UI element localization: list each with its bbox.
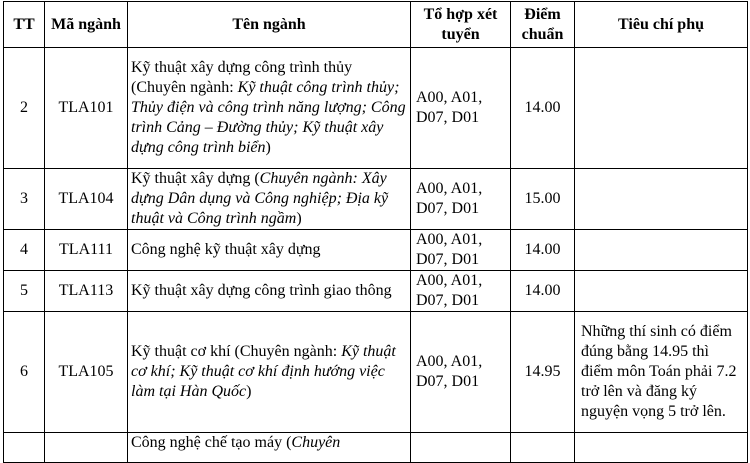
cell-tt: 5 [4,271,45,312]
cell-tieu-chi-phu [575,169,748,230]
cell-tieu-chi-phu [575,271,748,312]
cell-tieu-chi-phu [575,433,748,463]
cell-tieu-chi-phu [575,48,748,169]
ten-plain: Kỹ thuật xây dựng công trình giao thông [131,282,392,299]
header-diem-chuan: Điểm chuẩn [511,2,575,48]
cell-ten-nganh [128,271,411,312]
cell-to-hop: A00, A01, D07, D01 [411,169,511,230]
ten-tail: ) [246,383,252,400]
ten-plain: Kỹ thuật xây dựng ( [131,170,260,187]
cell-tieu-chi-phu [575,230,748,271]
cell-tt: 6 [4,312,45,433]
cell-tt [4,433,45,463]
header-ma-nganh: Mã ngành [45,2,128,48]
cell-diem-chuan: 14.00 [511,48,575,169]
header-to-hop: Tổ hợp xét tuyển [411,2,511,48]
table-row [4,271,748,312]
ten-plain: Kỹ thuật cơ khí (Chuyên ngành: [131,343,342,360]
table-row [4,433,748,463]
ten-italic: Kỹ thuật công trình thủy; Thủy điện và công trình năng lượng; Công trình Cảng – Đường thủy; Kỹ thuật xây dựng công trình biển [131,79,406,156]
ten-plain: Kỹ thuật xây dựng công trình thủy (Chuyên ngành: [131,59,353,96]
admission-table [3,1,748,463]
header-tieu-chi-phu: Tiêu chí phụ [575,2,748,48]
cell-ten-nganh [128,433,411,463]
cell-to-hop: A00, A01, D07, D01 [411,48,511,169]
ten-plain: Công nghệ chế tạo máy ( [131,434,292,451]
cell-tieu-chi-phu: Những thí sinh có điểm đúng bằng 14.95 thì điểm môn Toán phải 7.2 trở lên và đăng ký nguyện vọng 5 trở lên. [575,312,748,433]
cell-ma-nganh: TLA101 [45,48,128,169]
cell-ten-nganh [128,230,411,271]
cell-diem-chuan: 14.00 [511,230,575,271]
cell-ma-nganh: TLA113 [45,271,128,312]
cell-diem-chuan [511,433,575,463]
ten-italic: Chuyên ngành: Xây dựng Dân dụng và Công nghiệp; Địa kỹ thuật và Công trình ngầm [131,170,389,227]
cell-diem-chuan: 14.95 [511,312,575,433]
cell-ma-nganh: TLA111 [45,230,128,271]
cell-ma-nganh: TLA104 [45,169,128,230]
cell-to-hop [411,433,511,463]
cell-ten-nganh [128,169,411,230]
cell-tt: 4 [4,230,45,271]
table-row [4,312,748,433]
header-tt: TT [4,2,45,48]
cell-ten-nganh [128,48,411,169]
ten-tail: ) [296,210,302,227]
table-header-row [4,2,748,48]
table-row [4,169,748,230]
cell-to-hop: A00, A01, D07, D01 [411,230,511,271]
table-row [4,48,748,169]
cell-diem-chuan: 15.00 [511,169,575,230]
ten-italic: Kỹ thuật cơ khí; Kỹ thuật cơ khí định hướng việc làm tại Hàn Quốc [131,343,396,400]
header-ten-nganh: Tên ngành [128,2,411,48]
cell-to-hop: A00, A01, D07, D01 [411,312,511,433]
cell-to-hop: A00, A01, D07, D01 [411,271,511,312]
ten-italic: Chuyên [291,434,341,451]
ten-plain: Công nghệ kỹ thuật xây dựng [131,241,321,258]
cell-ma-nganh [45,433,128,463]
cell-tt: 3 [4,169,45,230]
table-row [4,230,748,271]
cell-ma-nganh: TLA105 [45,312,128,433]
cell-diem-chuan: 14.00 [511,271,575,312]
cell-tt: 2 [4,48,45,169]
ten-tail: ) [265,139,271,156]
cell-ten-nganh [128,312,411,433]
